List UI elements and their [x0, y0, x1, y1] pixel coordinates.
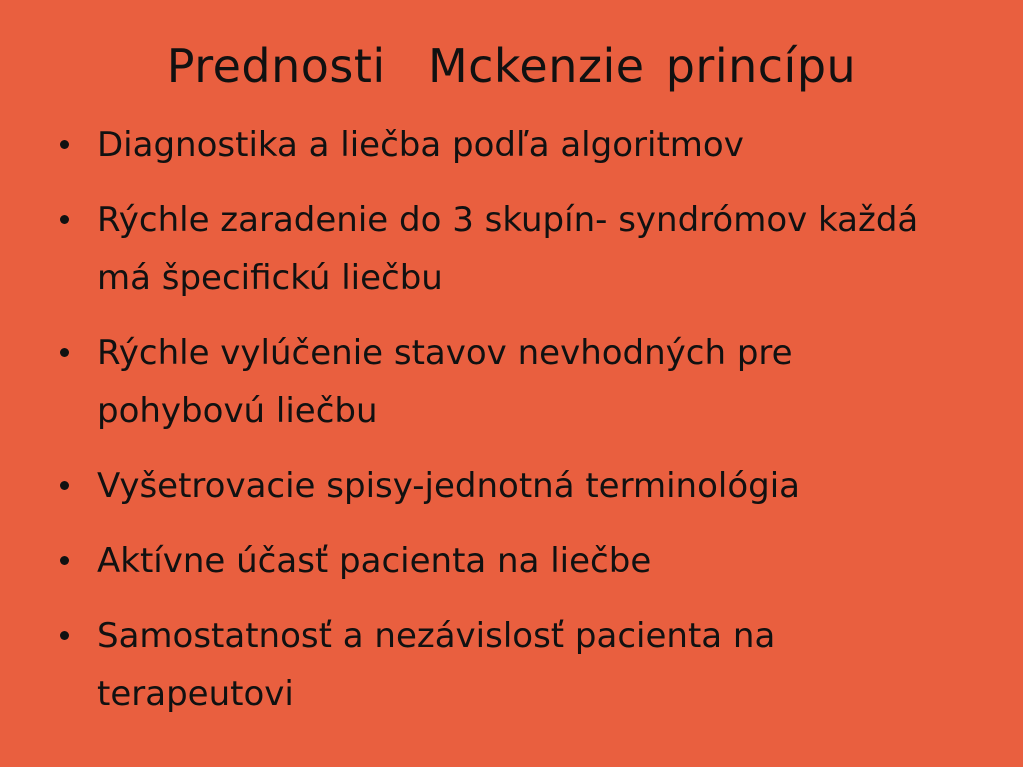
bullet-item: [60, 532, 960, 590]
bullet-text: Vyšetrovacie spisy-jednotná terminológia: [97, 466, 801, 506]
bullet-point-icon: [60, 215, 69, 224]
bullet-point-icon: [60, 556, 69, 565]
bullet-text: Rýchle vylúčenie stavov nevhodných pre pohybovú liečbu: [97, 333, 793, 431]
bullet-point-icon: [60, 140, 69, 149]
bullet-list: [60, 116, 960, 740]
bullet-text: Rýchle zaradenie do 3 skupín- syndrómov každá má špecifickú liečbu: [97, 200, 919, 298]
bullet-item: [60, 191, 960, 307]
slide-title: Prednosti Mckenzie princípu: [166, 39, 857, 93]
bullet-text: Samostatnosť a nezávislosť pacienta na terapeutovi: [97, 616, 776, 714]
bullet-point-icon: [60, 481, 69, 490]
bullet-item: [60, 457, 960, 515]
bullet-point-icon: [60, 631, 69, 640]
bullet-item: [60, 116, 960, 174]
bullet-text: Aktívne účasť pacienta na liečbe: [97, 541, 652, 581]
bullet-item: [60, 324, 960, 440]
bullet-text: Diagnostika a liečba podľa algoritmov: [97, 125, 744, 165]
bullet-point-icon: [60, 348, 69, 357]
bullet-item: [60, 607, 960, 723]
